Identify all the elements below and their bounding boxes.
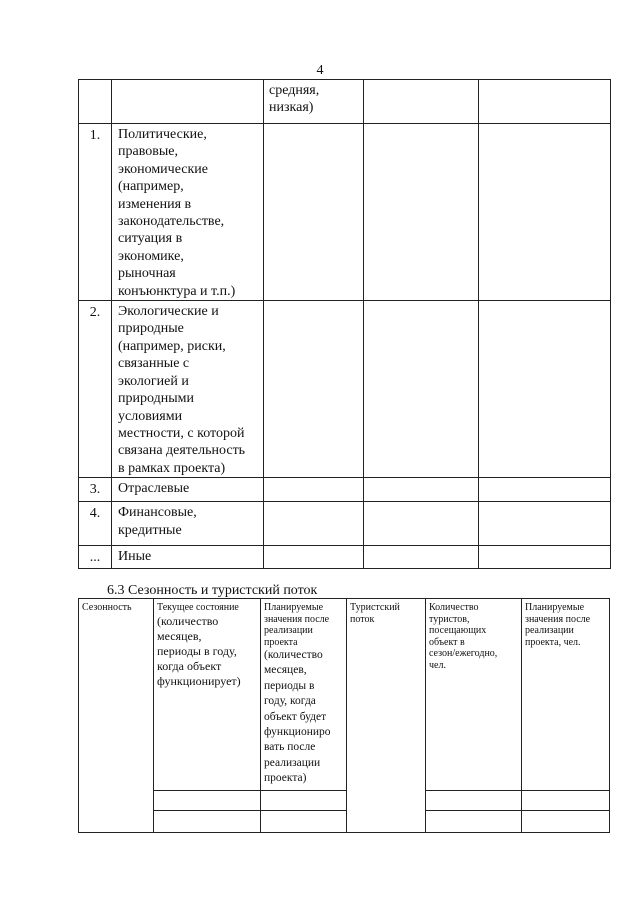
season-cell [261, 811, 347, 833]
season-data-row [79, 791, 610, 811]
page-number: 4 [316, 63, 324, 78]
risk-category-cell: Политические, правовые, экономические (например, изменения в законодательстве, ситуация в экономике, рыночная конъюнктура и т.п.) [112, 124, 264, 301]
row-number: 4. [79, 502, 112, 546]
header-current-state: Текущее состояние (количество месяцев, периоды в году, когда объект функционирует) [154, 599, 261, 791]
season-cell [154, 811, 261, 833]
season-cell [522, 791, 610, 811]
header-planned-operation: Планируемые значения после реализации проекта (количество месяцев, периоды в году, когда объект будет функциониро вать после реализации проекта) [261, 599, 347, 791]
risk-category-cell: Финансовые, кредитные [112, 502, 264, 546]
header-planned-values: Планируемые значения после реализации проекта, чел. [522, 599, 610, 791]
season-data-row [79, 811, 610, 833]
season-cell [522, 811, 610, 833]
risk-table-continuation-row [79, 80, 611, 124]
risk-row-financial [79, 502, 611, 546]
risk-category-cell: Отраслевые [112, 478, 264, 502]
season-cell [154, 791, 261, 811]
season-cell [261, 791, 347, 811]
risk-category-cell: Иные [112, 546, 264, 569]
risk-row-other [79, 546, 611, 569]
risk-level-cell: средняя, низкая) [264, 80, 364, 124]
risk-row-political [79, 124, 611, 301]
header-tourist-flow: Туристский поток [347, 599, 426, 833]
section-title: 6.3 Сезонность и туристский поток [107, 583, 318, 598]
season-cell [426, 811, 522, 833]
row-number: 2. [79, 301, 112, 478]
risk-row-industry [79, 478, 611, 502]
risk-row-ecological [79, 301, 611, 478]
risk-table [78, 79, 611, 569]
season-table [78, 598, 610, 833]
season-cell [426, 791, 522, 811]
row-number: 3. [79, 478, 112, 502]
risk-category-cell: Экологические и природные (например, риски, связанные с экологией и природными условиями местности, с которой связана деятельность в рамках проекта) [112, 301, 264, 478]
row-number: 1. [79, 124, 112, 301]
season-header-row [79, 599, 610, 791]
row-number: ... [79, 546, 112, 569]
header-tourists-count: Количество туристов, посещающих объект в сезон/ежегодно, чел. [426, 599, 522, 791]
header-seasonality: Сезонность [79, 599, 154, 833]
